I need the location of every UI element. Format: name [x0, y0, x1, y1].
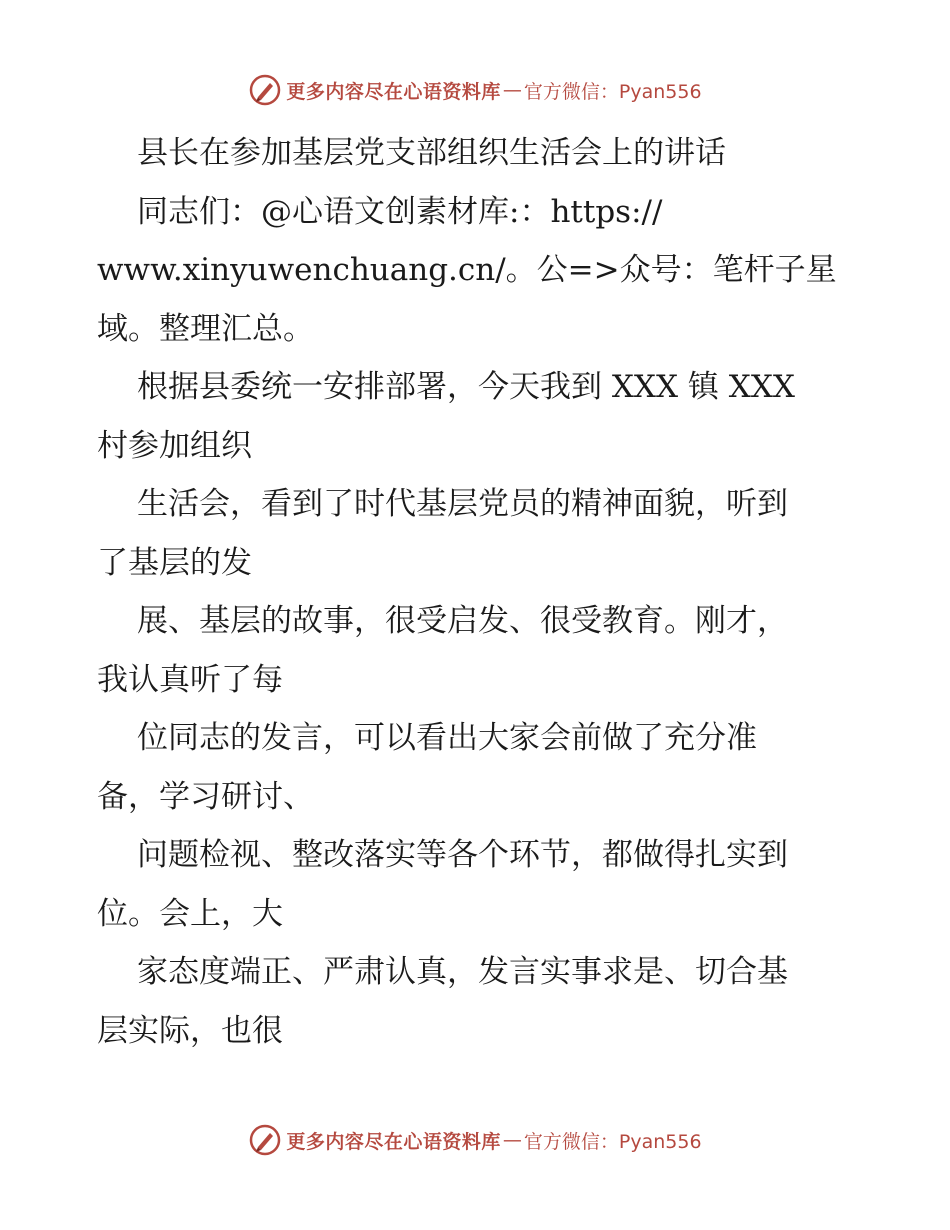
document-title: 县长在参加基层党支部组织生活会上的讲话 [137, 135, 726, 171]
document-body [97, 124, 857, 1060]
paragraph-line: 了基层的发 [97, 544, 252, 581]
footer-wechat: 官方微信：Pyan556 [523, 1130, 702, 1153]
paragraph-line: 位。会上，大 [97, 895, 283, 932]
paragraph-line: 同志们：@心语文创素材库:：https:// [137, 193, 663, 230]
paragraph-line: 家态度端正、严肃认真，发言实事求是、切合基 [137, 954, 788, 990]
paragraph-line: 问题检视、整改落实等各个环节，都做得扎实到 [137, 837, 788, 873]
header-banner [0, 70, 950, 110]
paragraph-line: 我认真听了每 [97, 661, 283, 698]
paragraph-line: 根据县委统一安排部署，今天我到 XXX 镇 XXX [137, 369, 795, 405]
paragraph-line: 展、基层的故事，很受启发、很受教育。刚才， [137, 603, 788, 639]
pen-logo-icon [248, 1123, 282, 1157]
footer-banner [0, 1120, 950, 1160]
paragraph-line: 村参加组织 [97, 427, 252, 464]
paragraph-line: 层实际，也很 [97, 1012, 283, 1049]
pen-logo-icon [248, 73, 282, 107]
paragraph-line: 域。整理汇总。 [97, 310, 314, 347]
paragraph-line: 备，学习研讨、 [97, 778, 314, 815]
paragraph-line: 生活会，看到了时代基层党员的精神面貌，听到 [137, 486, 788, 522]
header-wechat: 官方微信：Pyan556 [523, 80, 702, 103]
paragraph-line: 位同志的发言，可以看出大家会前做了充分准 [137, 720, 757, 756]
header-separator: — [502, 79, 522, 101]
footer-ad-text: 更多内容尽在心语资料库 [286, 1130, 501, 1153]
footer-separator: — [502, 1129, 522, 1151]
header-ad-text: 更多内容尽在心语资料库 [286, 80, 501, 103]
paragraph-line: www.xinyuwenchuang.cn/。公=>众号：笔杆子星 [97, 252, 837, 288]
